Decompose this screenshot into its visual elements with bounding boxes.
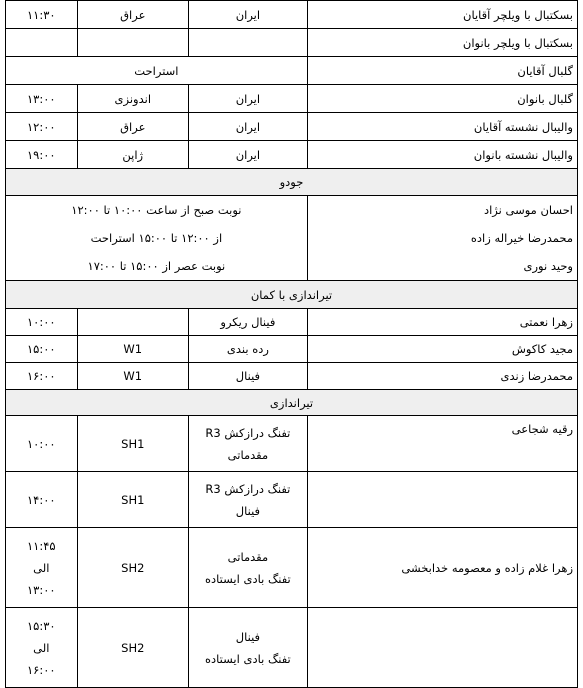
athlete-name: احسان موسی نژاد: [483, 203, 573, 217]
time-line: ۱۱:۴۵: [26, 538, 56, 553]
team1: ایران: [189, 1, 308, 29]
time: ۱۱:۳۰: [6, 1, 78, 29]
table-row: [6, 309, 578, 336]
stage-line: تفنگ درازکش R3: [205, 425, 291, 440]
table-row: [6, 29, 578, 57]
table-row: [6, 528, 578, 608]
time: ۱۴:۰۰: [6, 472, 78, 528]
stage: رده بندی: [189, 336, 308, 363]
athlete-name: محمدرضا زندی: [307, 363, 577, 390]
event-name: بسکتبال با ویلچر بانوان: [307, 29, 577, 57]
time-line: ۱۶:۰۰: [26, 662, 56, 677]
time: [6, 608, 78, 688]
stage: فینال: [189, 363, 308, 390]
schedule-table: [5, 0, 578, 688]
schedule-line: از ۱۲:۰۰ تا ۱۵:۰۰ استراحت: [90, 231, 223, 245]
team2: ژاپن: [77, 141, 188, 169]
stage: [189, 528, 308, 608]
judo-block: [6, 196, 578, 281]
section-title: جودو: [6, 169, 578, 196]
time-line: ۱۵:۳۰: [26, 618, 56, 633]
judo-athletes: [307, 196, 577, 281]
athlete-name: وحید نوری: [523, 259, 573, 273]
event-name: بسکتبال با ویلچر آقایان: [307, 1, 577, 29]
table-row: [6, 472, 578, 528]
stage-line: فینال: [235, 629, 261, 644]
time: ۱۳:۰۰: [6, 85, 78, 113]
judo-schedule: [6, 196, 308, 281]
stage-line: مقدماتی: [227, 447, 269, 462]
time: ۱۰:۰۰: [6, 416, 78, 472]
table-row: [6, 363, 578, 390]
table-row: [6, 85, 578, 113]
event-name: والیبال نشسته بانوان: [307, 141, 577, 169]
class: SH2: [77, 528, 188, 608]
class: [77, 309, 188, 336]
time: ۱۲:۰۰: [6, 113, 78, 141]
team2: اندونزی: [77, 85, 188, 113]
section-header-shooting: [6, 390, 578, 416]
athlete-name: [307, 608, 577, 688]
team1: [189, 29, 308, 57]
time: ۱۵:۰۰: [6, 336, 78, 363]
section-title: تیراندازی با کمان: [6, 281, 578, 309]
table-row: [6, 57, 578, 85]
athlete-name: مجید کاکوش: [307, 336, 577, 363]
team2: [77, 29, 188, 57]
time-line: الی: [33, 640, 50, 655]
class: SH2: [77, 608, 188, 688]
table-row: [6, 113, 578, 141]
time-line: ۱۳:۰۰: [26, 582, 56, 597]
team2: عراق: [77, 1, 188, 29]
stage-line: تفنگ بادی ایستاده: [205, 571, 291, 586]
athlete-name: محمدرضا خیراله زاده: [470, 231, 573, 245]
stage: [189, 416, 308, 472]
section-header-judo: [6, 169, 578, 196]
stage: [189, 608, 308, 688]
time-line: الی: [33, 560, 50, 575]
table-row: [6, 1, 578, 29]
time: ۱۶:۰۰: [6, 363, 78, 390]
class: W1: [77, 336, 188, 363]
stage: فینال ریکرو: [189, 309, 308, 336]
stage-line: تفنگ بادی ایستاده: [205, 651, 291, 666]
schedule-line: نوبت عصر از ۱۵:۰۰ تا ۱۷:۰۰: [87, 259, 226, 273]
class: SH1: [77, 472, 188, 528]
time: ۱۰:۰۰: [6, 309, 78, 336]
table-row: [6, 416, 578, 472]
table-row: [6, 336, 578, 363]
athlete-name: رقیه شجاعی: [307, 416, 577, 472]
team1: ایران: [189, 113, 308, 141]
table-row: [6, 141, 578, 169]
section-header-archery: [6, 281, 578, 309]
time: [6, 29, 78, 57]
stage-line: مقدماتی: [227, 549, 269, 564]
team1: ایران: [189, 141, 308, 169]
time: [6, 528, 78, 608]
schedule-line: نوبت صبح از ساعت ۱۰:۰۰ تا ۱۲:۰۰: [71, 203, 242, 217]
stage-line: فینال: [235, 503, 261, 518]
event-name: گلبال بانوان: [307, 85, 577, 113]
event-name: گلبال آقایان: [307, 57, 577, 85]
event-name: والیبال نشسته آقایان: [307, 113, 577, 141]
athlete-name: [307, 472, 577, 528]
time: ۱۹:۰۰: [6, 141, 78, 169]
section-title: تیراندازی: [6, 390, 578, 416]
class: W1: [77, 363, 188, 390]
team2: عراق: [77, 113, 188, 141]
stage: [189, 472, 308, 528]
rest-note: استراحت: [6, 57, 308, 85]
athlete-name: زهرا نعمتی: [307, 309, 577, 336]
stage-line: تفنگ درازکش R3: [205, 481, 291, 496]
table-row: [6, 608, 578, 688]
class: SH1: [77, 416, 188, 472]
athlete-name: زهرا غلام زاده و معصومه خدابخشی: [307, 528, 577, 608]
team1: ایران: [189, 85, 308, 113]
